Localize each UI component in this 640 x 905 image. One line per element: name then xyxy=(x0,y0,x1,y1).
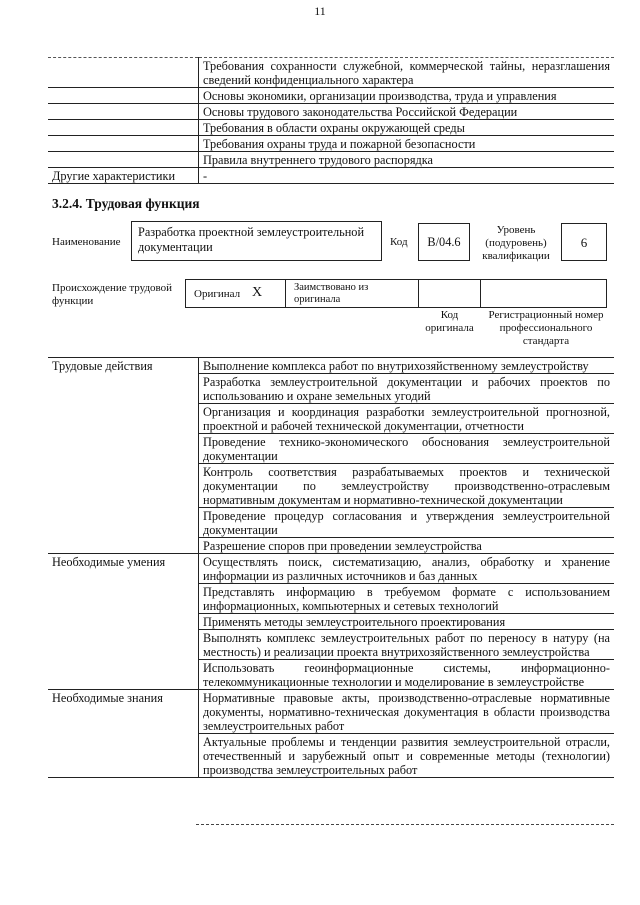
table-row xyxy=(48,120,614,136)
level-label: Уровень (подуровень) квалификации xyxy=(482,224,550,262)
code-box xyxy=(418,223,470,261)
borrowed-label: Заимствовано из оригинала xyxy=(294,282,369,305)
row-label: Другие характеристики xyxy=(48,168,199,184)
code-label: Код xyxy=(390,236,408,248)
row-label xyxy=(48,58,199,88)
code-original-label: Код оригинала xyxy=(425,309,474,334)
actions-table xyxy=(48,357,614,778)
name-box xyxy=(131,221,382,261)
row-value: - xyxy=(199,168,615,184)
page-number: 11 xyxy=(314,4,326,18)
original-label: Оригинал xyxy=(194,288,241,300)
requirements-table xyxy=(48,57,614,184)
table-row xyxy=(48,58,614,88)
table-row xyxy=(48,168,614,184)
table-row xyxy=(48,554,614,584)
table-row xyxy=(48,88,614,104)
row-value: Основы экономики, организации производства, труда и управления xyxy=(199,88,615,104)
group-item: Разрешение споров при проведении землеустройства xyxy=(199,538,615,554)
table-bottom-line xyxy=(196,824,614,825)
code-original-cell xyxy=(418,279,481,308)
origin-label: Происхождение трудовой функции xyxy=(52,282,173,307)
group-label: Необходимые знания xyxy=(48,690,199,778)
group-item: Использовать геоинформационные системы, информационно-телекоммуникационные технологии и моделирование в землеустройстве xyxy=(199,660,615,690)
row-value: Требования охраны труда и пожарной безопасности xyxy=(199,136,615,152)
row-value: Основы трудового законодательства Российской Федерации xyxy=(199,104,615,120)
row-label xyxy=(48,152,199,168)
group-label: Необходимые умения xyxy=(48,554,199,690)
row-label xyxy=(48,120,199,136)
borrowed-cell xyxy=(285,279,419,308)
code-value: B/04.6 xyxy=(427,235,461,249)
row-value: Требования в области охраны окружающей среды xyxy=(199,120,615,136)
table-row xyxy=(48,136,614,152)
level-value: 6 xyxy=(580,235,588,250)
row-label xyxy=(48,104,199,120)
row-label xyxy=(48,136,199,152)
group-item: Организация и координация разработки землеустроительной прогнозной, проектной и рабочей технической документации, отчетности xyxy=(199,404,615,434)
function-name: Разработка проектной землеустроительной документации xyxy=(138,225,365,254)
group-item: Выполнять комплекс землеустроительных работ по переносу в натуру (на местность) и реализации проекта внутрихозяйственного землеустройства xyxy=(199,630,615,660)
row-value: Требования сохранности служебной, коммерческой тайны, неразглашения сведений конфиденциального характера xyxy=(199,58,615,88)
table-row xyxy=(48,152,614,168)
table-row xyxy=(48,358,614,374)
reg-number-label: Регистрационный номер профессионального стандарта xyxy=(488,309,604,347)
group-item: Выполнение комплекса работ по внутрихозяйственному землеустройству xyxy=(199,358,615,374)
group-item: Нормативные правовые акты, производственно-отраслевые нормативные документы, нормативно-техническая документация в области производства землеустроительных работ xyxy=(199,690,615,734)
row-label xyxy=(48,88,199,104)
group-item: Проведение технико-экономического обоснования землеустроительной документации xyxy=(199,434,615,464)
level-box xyxy=(561,223,607,261)
original-cell xyxy=(185,279,286,308)
group-item: Контроль соответствия разрабатываемых проектов и технической документации по землеустройству производственно-отраслевым нормативным документам и нормативно-технической документации xyxy=(199,464,615,508)
table-row xyxy=(48,104,614,120)
group-item: Представлять информацию в требуемом формате с использованием информационных, компьютерных и сетевых технологий xyxy=(199,584,615,614)
group-item: Проведение процедур согласования и утверждения землеустроительной документации xyxy=(199,508,615,538)
original-mark: X xyxy=(252,285,263,300)
group-label: Трудовые действия xyxy=(48,358,199,554)
group-item: Применять методы землеустроительного проектирования xyxy=(199,614,615,630)
group-item: Актуальные проблемы и тенденции развития землеустроительной отрасли, отечественный и зарубежный опыт и современные методы (технологии) производства землеустроительных работ xyxy=(199,734,615,778)
name-label: Наименование xyxy=(52,236,121,248)
section-heading: 3.2.4. Трудовая функция xyxy=(52,196,200,211)
group-item: Осуществлять поиск, систематизацию, анализ, обработку и хранение информации из различных источников и баз данных xyxy=(199,554,615,584)
group-item: Разработка землеустроительной документации и рабочих проектов по использованию и охране земельных угодий xyxy=(199,374,615,404)
table-row xyxy=(48,690,614,734)
row-value: Правила внутреннего трудового распорядка xyxy=(199,152,615,168)
